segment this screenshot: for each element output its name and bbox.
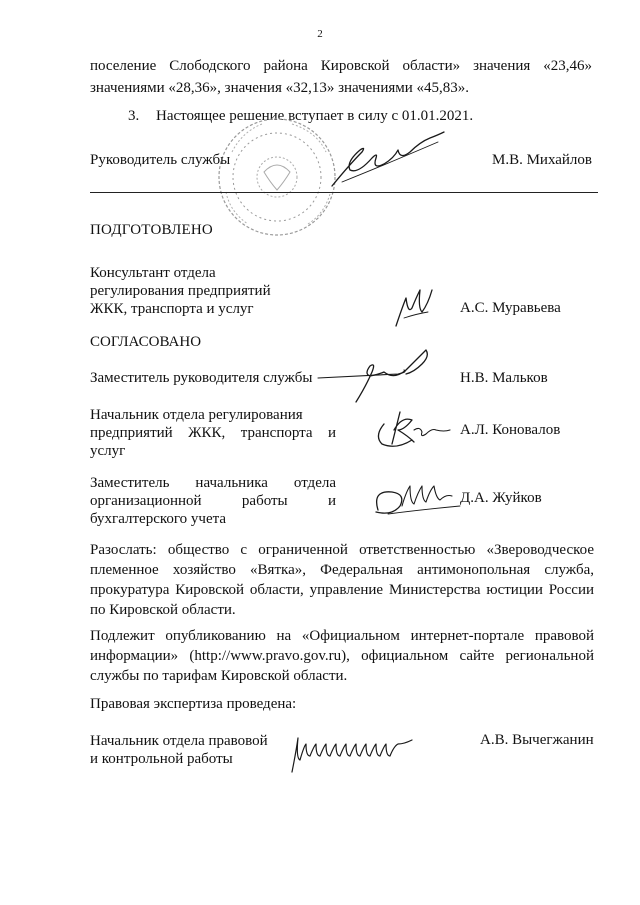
agreed-signer-3-name: Д.А. Жуйков [460, 490, 542, 506]
agreed-signer-2-position-line-1: Начальник отдела регулирования [90, 407, 303, 423]
agreed-signer-3-position [90, 474, 336, 528]
page-number: 2 [317, 28, 323, 40]
agreed-signer-1-position: Заместитель руководителя службы [90, 370, 313, 386]
head-position: Руководитель службы [90, 152, 231, 168]
separator-line [90, 192, 598, 193]
distribution-paragraph: Разослать: общество с ограниченной ответственностью «Звероводческое племенное хозяйство «Вятка», Федеральная антимонопольная служба, прокуратура Кировской области, управление Министерства юстиции России по Кировской области. [90, 542, 594, 618]
agreed-signer-2-position [90, 406, 336, 460]
legal-review-heading: Правовая экспертиза проведена: [90, 696, 297, 712]
agreed-signer-3-position-line-1: Заместитель начальника отдела [90, 475, 336, 491]
agreed-signer-1-signature [316, 346, 456, 406]
prepared-signature [390, 286, 440, 334]
agreed-signer-3-signature [368, 470, 468, 522]
head-name: М.В. Михайлов [491, 152, 592, 168]
item-3-text: Настоящее решение вступает в силу с 01.01.2021. [156, 108, 474, 124]
legal-review-position-line-1: Начальник отдела правовой [90, 733, 268, 749]
item-3-number: 3. [128, 108, 140, 124]
agreed-signer-2-name: А.Л. Коновалов [460, 422, 561, 438]
agreed-signer-3-position-line-3: бухгалтерского учета [90, 511, 227, 527]
prepared-position [90, 264, 271, 318]
legal-review-position-line-2: и контрольной работы [90, 751, 233, 767]
publication-paragraph: Подлежит опубликованию на «Официальном интернет-портале правовой информации» (http://www.pravo.gov.ru), официальном сайте региональной службы по тарифам Кировской области. [90, 628, 594, 684]
continuation-line-2: значениями «28,36», значения «32,13» значениями «45,83». [90, 80, 470, 96]
prepared-name: А.С. Муравьева [460, 300, 561, 316]
prepared-position-line-2: регулирования предприятий [90, 283, 271, 299]
prepared-position-line-1: Консультант отдела [90, 265, 216, 281]
prepared-heading: ПОДГОТОВЛЕНО [90, 222, 213, 238]
agreed-heading: СОГЛАСОВАНО [90, 334, 202, 350]
agreed-signer-3-position-line-2: организационной работы и [90, 493, 336, 509]
agreed-signer-2-position-line-3: услуг [90, 443, 126, 459]
prepared-position-line-3: ЖКК, транспорта и услуг [90, 301, 254, 317]
legal-review-signature [284, 722, 444, 778]
legal-review-position [90, 732, 268, 768]
legal-review-name: А.В. Вычегжанин [480, 732, 594, 748]
agreed-signer-2-signature [370, 404, 460, 452]
agreed-signer-1-name: Н.В. Мальков [460, 370, 548, 386]
agreed-signer-2-position-line-2: предприятий ЖКК, транспорта и [90, 425, 336, 441]
head-signature [322, 126, 452, 196]
continuation-line-1: поселение Слободского района Кировской области» значения «23,46» [90, 58, 592, 74]
